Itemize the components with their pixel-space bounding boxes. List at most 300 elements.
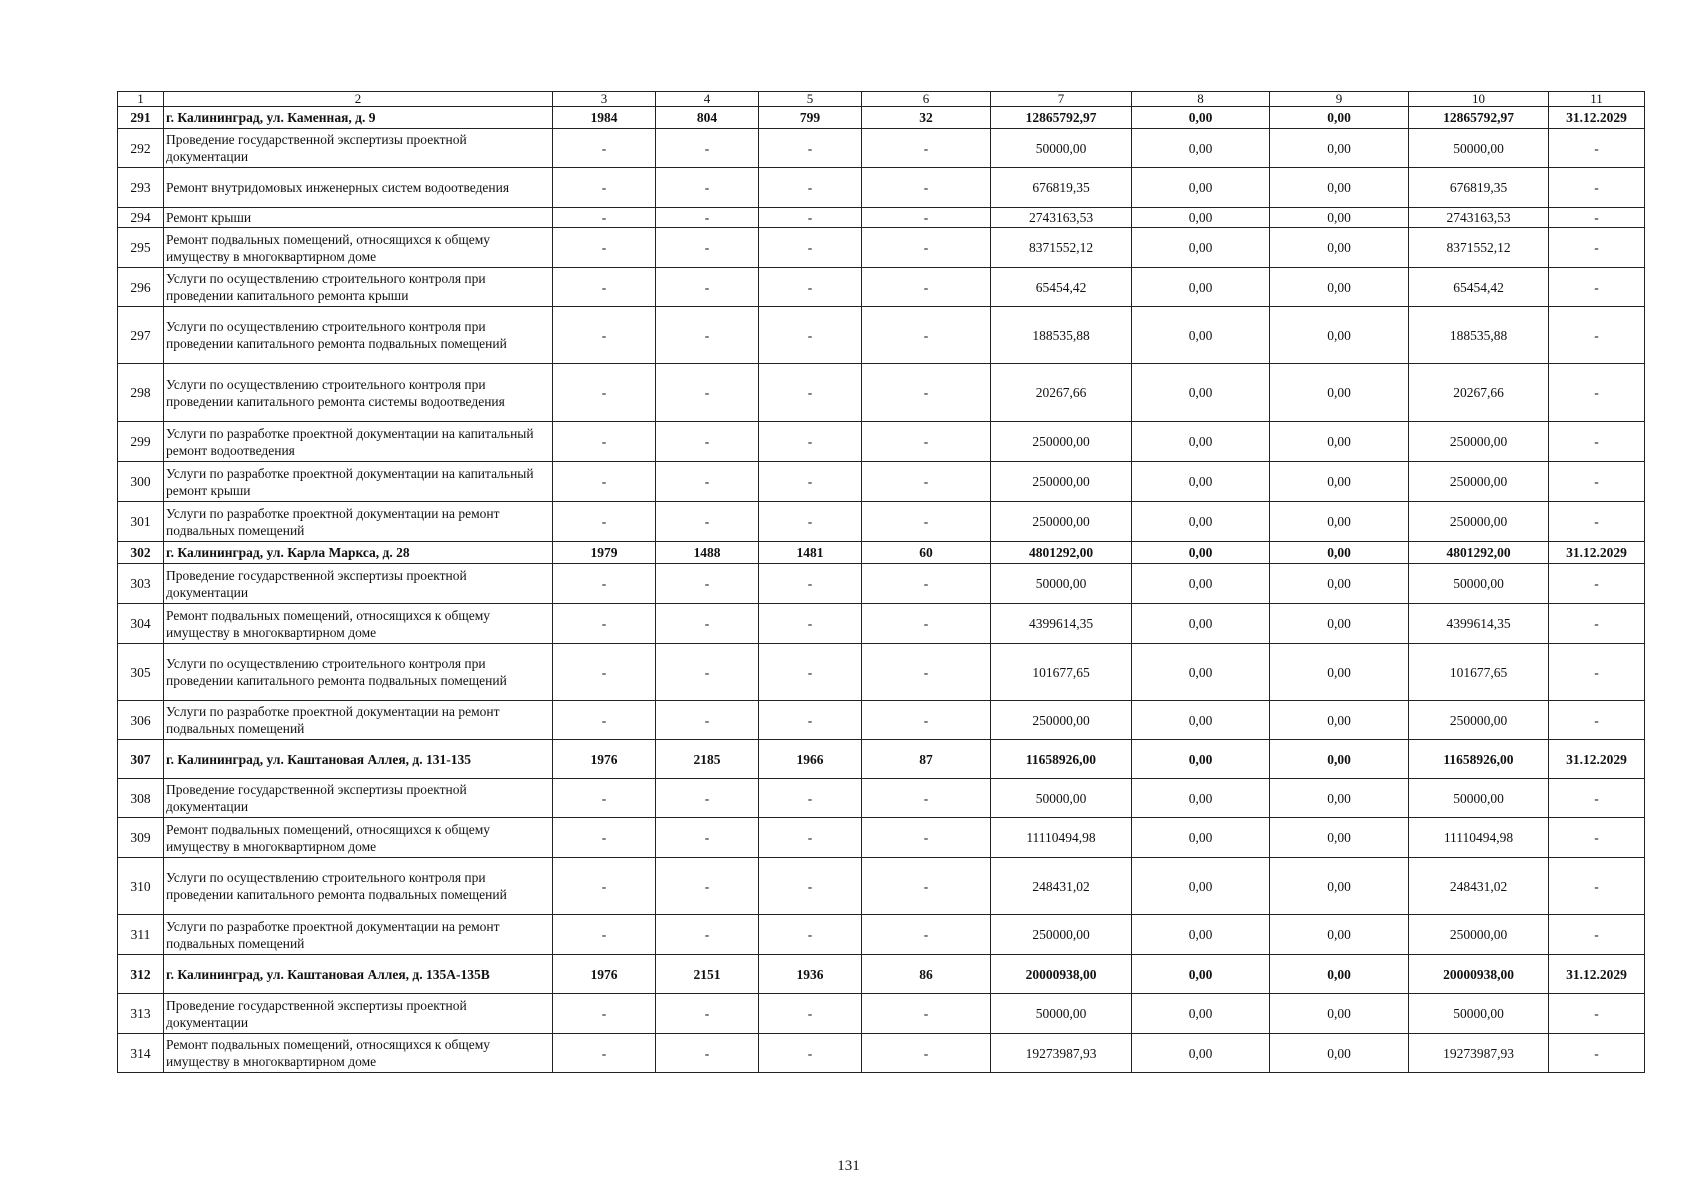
col-5-cell: - — [759, 502, 862, 542]
col-8-cell: 0,00 — [1132, 422, 1270, 462]
table-body — [118, 92, 1645, 1073]
row-number: 301 — [118, 502, 164, 542]
col-4-cell: 2151 — [656, 955, 759, 994]
col-11-cell: - — [1549, 462, 1645, 502]
col-3-cell: 1979 — [553, 542, 656, 564]
col-11-cell: - — [1549, 994, 1645, 1034]
col-9-cell: 0,00 — [1270, 779, 1409, 818]
col-11-cell: - — [1549, 779, 1645, 818]
col-9-cell: 0,00 — [1270, 462, 1409, 502]
col-5-cell: 1966 — [759, 740, 862, 779]
row-description: Услуги по осуществлению строительного контроля при проведении капитального ремонта подвальных помещений — [164, 644, 553, 701]
row-description: Услуги по разработке проектной документации на ремонт подвальных помещений — [164, 502, 553, 542]
table-row — [118, 268, 1645, 307]
col-10-cell: 11110494,98 — [1409, 818, 1549, 858]
col-5-cell: - — [759, 994, 862, 1034]
col-6-cell: - — [862, 701, 991, 740]
col-6-cell: 87 — [862, 740, 991, 779]
col-3-cell: - — [553, 818, 656, 858]
col-3-cell: - — [553, 268, 656, 307]
col-4-cell: - — [656, 307, 759, 364]
col-7-cell: 50000,00 — [991, 129, 1132, 168]
col-10-cell: 2743163,53 — [1409, 208, 1549, 228]
col-5-cell: 1481 — [759, 542, 862, 564]
row-number: 293 — [118, 168, 164, 208]
col-6-cell: - — [862, 228, 991, 268]
col-7-cell: 50000,00 — [991, 779, 1132, 818]
row-description: Услуги по разработке проектной документации на капитальный ремонт водоотведения — [164, 422, 553, 462]
col-10-cell: 8371552,12 — [1409, 228, 1549, 268]
col-3-cell: 1976 — [553, 740, 656, 779]
col-3-cell: - — [553, 208, 656, 228]
col-9-cell: 0,00 — [1270, 208, 1409, 228]
table-row — [118, 168, 1645, 208]
col-10-cell: 19273987,93 — [1409, 1034, 1549, 1073]
col-6-cell: - — [862, 604, 991, 644]
col-8-cell: 0,00 — [1132, 542, 1270, 564]
header-cell: 11 — [1549, 92, 1645, 107]
col-3-cell: - — [553, 364, 656, 422]
col-5-cell: 799 — [759, 107, 862, 129]
col-6-cell: 86 — [862, 955, 991, 994]
col-11-cell: - — [1549, 1034, 1645, 1073]
col-8-cell: 0,00 — [1132, 364, 1270, 422]
row-number: 306 — [118, 701, 164, 740]
col-6-cell: - — [862, 462, 991, 502]
col-7-cell: 20000938,00 — [991, 955, 1132, 994]
col-10-cell: 11658926,00 — [1409, 740, 1549, 779]
table-row — [118, 208, 1645, 228]
col-7-cell: 4801292,00 — [991, 542, 1132, 564]
col-4-cell: - — [656, 564, 759, 604]
col-10-cell: 676819,35 — [1409, 168, 1549, 208]
row-description: Услуги по осуществлению строительного контроля при проведении капитального ремонта подвальных помещений — [164, 307, 553, 364]
col-5-cell: - — [759, 818, 862, 858]
row-description: Услуги по осуществлению строительного контроля при проведении капитального ремонта подвальных помещений — [164, 858, 553, 915]
row-number: 304 — [118, 604, 164, 644]
header-cell: 3 — [553, 92, 656, 107]
col-11-cell: - — [1549, 268, 1645, 307]
col-5-cell: - — [759, 1034, 862, 1073]
col-8-cell: 0,00 — [1132, 955, 1270, 994]
col-10-cell: 50000,00 — [1409, 994, 1549, 1034]
col-7-cell: 248431,02 — [991, 858, 1132, 915]
col-7-cell: 4399614,35 — [991, 604, 1132, 644]
col-5-cell: - — [759, 604, 862, 644]
row-number: 302 — [118, 542, 164, 564]
header-cell: 9 — [1270, 92, 1409, 107]
row-description: Услуги по разработке проектной документации на ремонт подвальных помещений — [164, 915, 553, 955]
table-row — [118, 307, 1645, 364]
row-description: Проведение государственной экспертизы проектной документации — [164, 129, 553, 168]
col-8-cell: 0,00 — [1132, 307, 1270, 364]
col-5-cell: - — [759, 779, 862, 818]
col-5-cell: - — [759, 915, 862, 955]
col-11-cell: - — [1549, 701, 1645, 740]
row-number: 311 — [118, 915, 164, 955]
col-7-cell: 50000,00 — [991, 994, 1132, 1034]
col-8-cell: 0,00 — [1132, 1034, 1270, 1073]
row-description: Услуги по разработке проектной документации на капитальный ремонт крыши — [164, 462, 553, 502]
table-row — [118, 779, 1645, 818]
col-6-cell: - — [862, 994, 991, 1034]
col-3-cell: - — [553, 502, 656, 542]
table-row — [118, 422, 1645, 462]
header-cell: 2 — [164, 92, 553, 107]
col-11-cell: 31.12.2029 — [1549, 740, 1645, 779]
col-4-cell: - — [656, 268, 759, 307]
col-7-cell: 2743163,53 — [991, 208, 1132, 228]
col-5-cell: 1936 — [759, 955, 862, 994]
col-7-cell: 250000,00 — [991, 701, 1132, 740]
table-row — [118, 644, 1645, 701]
col-10-cell: 188535,88 — [1409, 307, 1549, 364]
col-11-cell: - — [1549, 129, 1645, 168]
header-cell: 7 — [991, 92, 1132, 107]
col-11-cell: - — [1549, 564, 1645, 604]
col-3-cell: - — [553, 168, 656, 208]
col-4-cell: - — [656, 779, 759, 818]
row-number: 307 — [118, 740, 164, 779]
col-4-cell: - — [656, 462, 759, 502]
col-6-cell: - — [862, 208, 991, 228]
col-3-cell: - — [553, 228, 656, 268]
col-4-cell: 804 — [656, 107, 759, 129]
col-3-cell: - — [553, 994, 656, 1034]
col-3-cell: - — [553, 701, 656, 740]
row-number: 305 — [118, 644, 164, 701]
row-number: 296 — [118, 268, 164, 307]
col-4-cell: 1488 — [656, 542, 759, 564]
col-5-cell: - — [759, 307, 862, 364]
col-3-cell: 1984 — [553, 107, 656, 129]
col-9-cell: 0,00 — [1270, 858, 1409, 915]
header-cell: 6 — [862, 92, 991, 107]
col-9-cell: 0,00 — [1270, 542, 1409, 564]
col-10-cell: 50000,00 — [1409, 564, 1549, 604]
col-10-cell: 50000,00 — [1409, 779, 1549, 818]
col-7-cell: 12865792,97 — [991, 107, 1132, 129]
col-9-cell: 0,00 — [1270, 994, 1409, 1034]
col-9-cell: 0,00 — [1270, 564, 1409, 604]
col-3-cell: - — [553, 915, 656, 955]
col-4-cell: - — [656, 129, 759, 168]
table-row — [118, 915, 1645, 955]
col-6-cell: - — [862, 364, 991, 422]
table-row — [118, 994, 1645, 1034]
col-11-cell: - — [1549, 644, 1645, 701]
col-11-cell: 31.12.2029 — [1549, 107, 1645, 129]
row-number: 291 — [118, 107, 164, 129]
col-5-cell: - — [759, 644, 862, 701]
col-7-cell: 19273987,93 — [991, 1034, 1132, 1073]
row-description: г. Калининград, ул. Каштановая Аллея, д. 131-135 — [164, 740, 553, 779]
col-9-cell: 0,00 — [1270, 268, 1409, 307]
row-description: Ремонт подвальных помещений, относящихся к общему имуществу в многоквартирном доме — [164, 818, 553, 858]
row-number: 313 — [118, 994, 164, 1034]
row-number: 295 — [118, 228, 164, 268]
col-8-cell: 0,00 — [1132, 462, 1270, 502]
header-cell: 10 — [1409, 92, 1549, 107]
row-description: Ремонт подвальных помещений, относящихся к общему имуществу в многоквартирном доме — [164, 1034, 553, 1073]
col-5-cell: - — [759, 858, 862, 915]
row-number: 303 — [118, 564, 164, 604]
col-7-cell: 11110494,98 — [991, 818, 1132, 858]
col-7-cell: 65454,42 — [991, 268, 1132, 307]
col-8-cell: 0,00 — [1132, 208, 1270, 228]
col-9-cell: 0,00 — [1270, 107, 1409, 129]
table-row-address — [118, 542, 1645, 564]
col-10-cell: 4801292,00 — [1409, 542, 1549, 564]
col-3-cell: - — [553, 422, 656, 462]
row-number: 292 — [118, 129, 164, 168]
col-8-cell: 0,00 — [1132, 107, 1270, 129]
col-5-cell: - — [759, 168, 862, 208]
row-description: Проведение государственной экспертизы проектной документации — [164, 779, 553, 818]
col-3-cell: - — [553, 858, 656, 915]
col-10-cell: 20267,66 — [1409, 364, 1549, 422]
page-number: 131 — [837, 1158, 860, 1174]
col-3-cell: 1976 — [553, 955, 656, 994]
table-row — [118, 364, 1645, 422]
col-6-cell: - — [862, 129, 991, 168]
col-4-cell: - — [656, 604, 759, 644]
col-11-cell: - — [1549, 604, 1645, 644]
header-cell: 4 — [656, 92, 759, 107]
col-9-cell: 0,00 — [1270, 1034, 1409, 1073]
col-11-cell: - — [1549, 208, 1645, 228]
col-11-cell: - — [1549, 228, 1645, 268]
col-4-cell: - — [656, 228, 759, 268]
col-6-cell: 32 — [862, 107, 991, 129]
col-10-cell: 250000,00 — [1409, 422, 1549, 462]
col-4-cell: - — [656, 994, 759, 1034]
table-row — [118, 858, 1645, 915]
col-8-cell: 0,00 — [1132, 994, 1270, 1034]
row-number: 310 — [118, 858, 164, 915]
col-4-cell: - — [656, 701, 759, 740]
col-7-cell: 20267,66 — [991, 364, 1132, 422]
table-row — [118, 1034, 1645, 1073]
col-11-cell: - — [1549, 307, 1645, 364]
row-description: г. Калининград, ул. Каштановая Аллея, д. 135А-135В — [164, 955, 553, 994]
col-10-cell: 65454,42 — [1409, 268, 1549, 307]
col-8-cell: 0,00 — [1132, 779, 1270, 818]
row-number: 294 — [118, 208, 164, 228]
col-5-cell: - — [759, 268, 862, 307]
col-5-cell: - — [759, 129, 862, 168]
col-8-cell: 0,00 — [1132, 268, 1270, 307]
col-8-cell: 0,00 — [1132, 915, 1270, 955]
col-6-cell: - — [862, 779, 991, 818]
col-10-cell: 250000,00 — [1409, 502, 1549, 542]
col-9-cell: 0,00 — [1270, 307, 1409, 364]
col-3-cell: - — [553, 564, 656, 604]
col-7-cell: 250000,00 — [991, 462, 1132, 502]
col-8-cell: 0,00 — [1132, 604, 1270, 644]
row-description: Услуги по осуществлению строительного контроля при проведении капитального ремонта крыши — [164, 268, 553, 307]
col-8-cell: 0,00 — [1132, 818, 1270, 858]
col-4-cell: 2185 — [656, 740, 759, 779]
table-row — [118, 228, 1645, 268]
col-3-cell: - — [553, 129, 656, 168]
col-6-cell: - — [862, 168, 991, 208]
col-6-cell: - — [862, 818, 991, 858]
row-description: Услуги по осуществлению строительного контроля при проведении капитального ремонта системы водоотведения — [164, 364, 553, 422]
col-6-cell: 60 — [862, 542, 991, 564]
col-8-cell: 0,00 — [1132, 168, 1270, 208]
col-9-cell: 0,00 — [1270, 129, 1409, 168]
col-8-cell: 0,00 — [1132, 502, 1270, 542]
row-number: 297 — [118, 307, 164, 364]
table-row — [118, 564, 1645, 604]
col-8-cell: 0,00 — [1132, 129, 1270, 168]
col-5-cell: - — [759, 701, 862, 740]
col-9-cell: 0,00 — [1270, 955, 1409, 994]
col-6-cell: - — [862, 268, 991, 307]
col-4-cell: - — [656, 364, 759, 422]
col-3-cell: - — [553, 779, 656, 818]
col-4-cell: - — [656, 915, 759, 955]
col-7-cell: 250000,00 — [991, 422, 1132, 462]
col-9-cell: 0,00 — [1270, 604, 1409, 644]
col-10-cell: 4399614,35 — [1409, 604, 1549, 644]
col-5-cell: - — [759, 364, 862, 422]
col-6-cell: - — [862, 502, 991, 542]
table-row-address — [118, 955, 1645, 994]
col-8-cell: 0,00 — [1132, 644, 1270, 701]
row-description: Ремонт крыши — [164, 208, 553, 228]
col-4-cell: - — [656, 858, 759, 915]
col-9-cell: 0,00 — [1270, 818, 1409, 858]
col-10-cell: 101677,65 — [1409, 644, 1549, 701]
col-10-cell: 250000,00 — [1409, 462, 1549, 502]
row-number: 314 — [118, 1034, 164, 1073]
row-description: Проведение государственной экспертизы проектной документации — [164, 564, 553, 604]
col-11-cell: - — [1549, 915, 1645, 955]
row-number: 312 — [118, 955, 164, 994]
col-3-cell: - — [553, 604, 656, 644]
col-10-cell: 250000,00 — [1409, 915, 1549, 955]
row-number: 300 — [118, 462, 164, 502]
col-4-cell: - — [656, 168, 759, 208]
col-5-cell: - — [759, 422, 862, 462]
col-11-cell: - — [1549, 502, 1645, 542]
col-5-cell: - — [759, 564, 862, 604]
col-5-cell: - — [759, 228, 862, 268]
col-7-cell: 188535,88 — [991, 307, 1132, 364]
col-11-cell: - — [1549, 818, 1645, 858]
col-7-cell: 676819,35 — [991, 168, 1132, 208]
row-description: Проведение государственной экспертизы проектной документации — [164, 994, 553, 1034]
col-9-cell: 0,00 — [1270, 228, 1409, 268]
col-6-cell: - — [862, 1034, 991, 1073]
header-cell: 8 — [1132, 92, 1270, 107]
col-7-cell: 250000,00 — [991, 502, 1132, 542]
row-number: 309 — [118, 818, 164, 858]
table-row — [118, 604, 1645, 644]
table-row — [118, 129, 1645, 168]
col-7-cell: 8371552,12 — [991, 228, 1132, 268]
col-5-cell: - — [759, 208, 862, 228]
data-table — [117, 91, 1645, 1073]
col-7-cell: 101677,65 — [991, 644, 1132, 701]
col-6-cell: - — [862, 915, 991, 955]
col-9-cell: 0,00 — [1270, 644, 1409, 701]
col-6-cell: - — [862, 858, 991, 915]
table-row — [118, 502, 1645, 542]
col-11-cell: - — [1549, 422, 1645, 462]
row-description: Ремонт внутридомовых инженерных систем водоотведения — [164, 168, 553, 208]
col-3-cell: - — [553, 1034, 656, 1073]
col-11-cell: - — [1549, 858, 1645, 915]
col-6-cell: - — [862, 564, 991, 604]
row-number: 298 — [118, 364, 164, 422]
col-11-cell: 31.12.2029 — [1549, 955, 1645, 994]
header-row — [118, 92, 1645, 107]
row-number: 299 — [118, 422, 164, 462]
header-cell: 1 — [118, 92, 164, 107]
col-10-cell: 250000,00 — [1409, 701, 1549, 740]
table-row — [118, 462, 1645, 502]
col-10-cell: 50000,00 — [1409, 129, 1549, 168]
row-description: г. Калининград, ул. Карла Маркса, д. 28 — [164, 542, 553, 564]
col-10-cell: 20000938,00 — [1409, 955, 1549, 994]
table-row — [118, 818, 1645, 858]
col-9-cell: 0,00 — [1270, 915, 1409, 955]
col-9-cell: 0,00 — [1270, 502, 1409, 542]
table-row — [118, 701, 1645, 740]
col-4-cell: - — [656, 644, 759, 701]
col-8-cell: 0,00 — [1132, 564, 1270, 604]
col-11-cell: 31.12.2029 — [1549, 542, 1645, 564]
col-8-cell: 0,00 — [1132, 740, 1270, 779]
col-11-cell: - — [1549, 168, 1645, 208]
col-3-cell: - — [553, 462, 656, 502]
col-9-cell: 0,00 — [1270, 740, 1409, 779]
col-9-cell: 0,00 — [1270, 701, 1409, 740]
col-10-cell: 12865792,97 — [1409, 107, 1549, 129]
row-description: Ремонт подвальных помещений, относящихся к общему имуществу в многоквартирном доме — [164, 228, 553, 268]
col-9-cell: 0,00 — [1270, 168, 1409, 208]
col-7-cell: 250000,00 — [991, 915, 1132, 955]
col-3-cell: - — [553, 644, 656, 701]
col-4-cell: - — [656, 818, 759, 858]
col-8-cell: 0,00 — [1132, 228, 1270, 268]
col-4-cell: - — [656, 422, 759, 462]
col-7-cell: 50000,00 — [991, 564, 1132, 604]
col-6-cell: - — [862, 644, 991, 701]
col-9-cell: 0,00 — [1270, 422, 1409, 462]
table-row-address — [118, 107, 1645, 129]
col-4-cell: - — [656, 502, 759, 542]
col-4-cell: - — [656, 208, 759, 228]
table-row-address — [118, 740, 1645, 779]
col-11-cell: - — [1549, 364, 1645, 422]
row-description: Услуги по разработке проектной документации на ремонт подвальных помещений — [164, 701, 553, 740]
col-10-cell: 248431,02 — [1409, 858, 1549, 915]
col-9-cell: 0,00 — [1270, 364, 1409, 422]
row-description: Ремонт подвальных помещений, относящихся к общему имуществу в многоквартирном доме — [164, 604, 553, 644]
col-5-cell: - — [759, 462, 862, 502]
col-7-cell: 11658926,00 — [991, 740, 1132, 779]
col-6-cell: - — [862, 422, 991, 462]
header-cell: 5 — [759, 92, 862, 107]
col-3-cell: - — [553, 307, 656, 364]
col-8-cell: 0,00 — [1132, 701, 1270, 740]
col-6-cell: - — [862, 307, 991, 364]
col-8-cell: 0,00 — [1132, 858, 1270, 915]
